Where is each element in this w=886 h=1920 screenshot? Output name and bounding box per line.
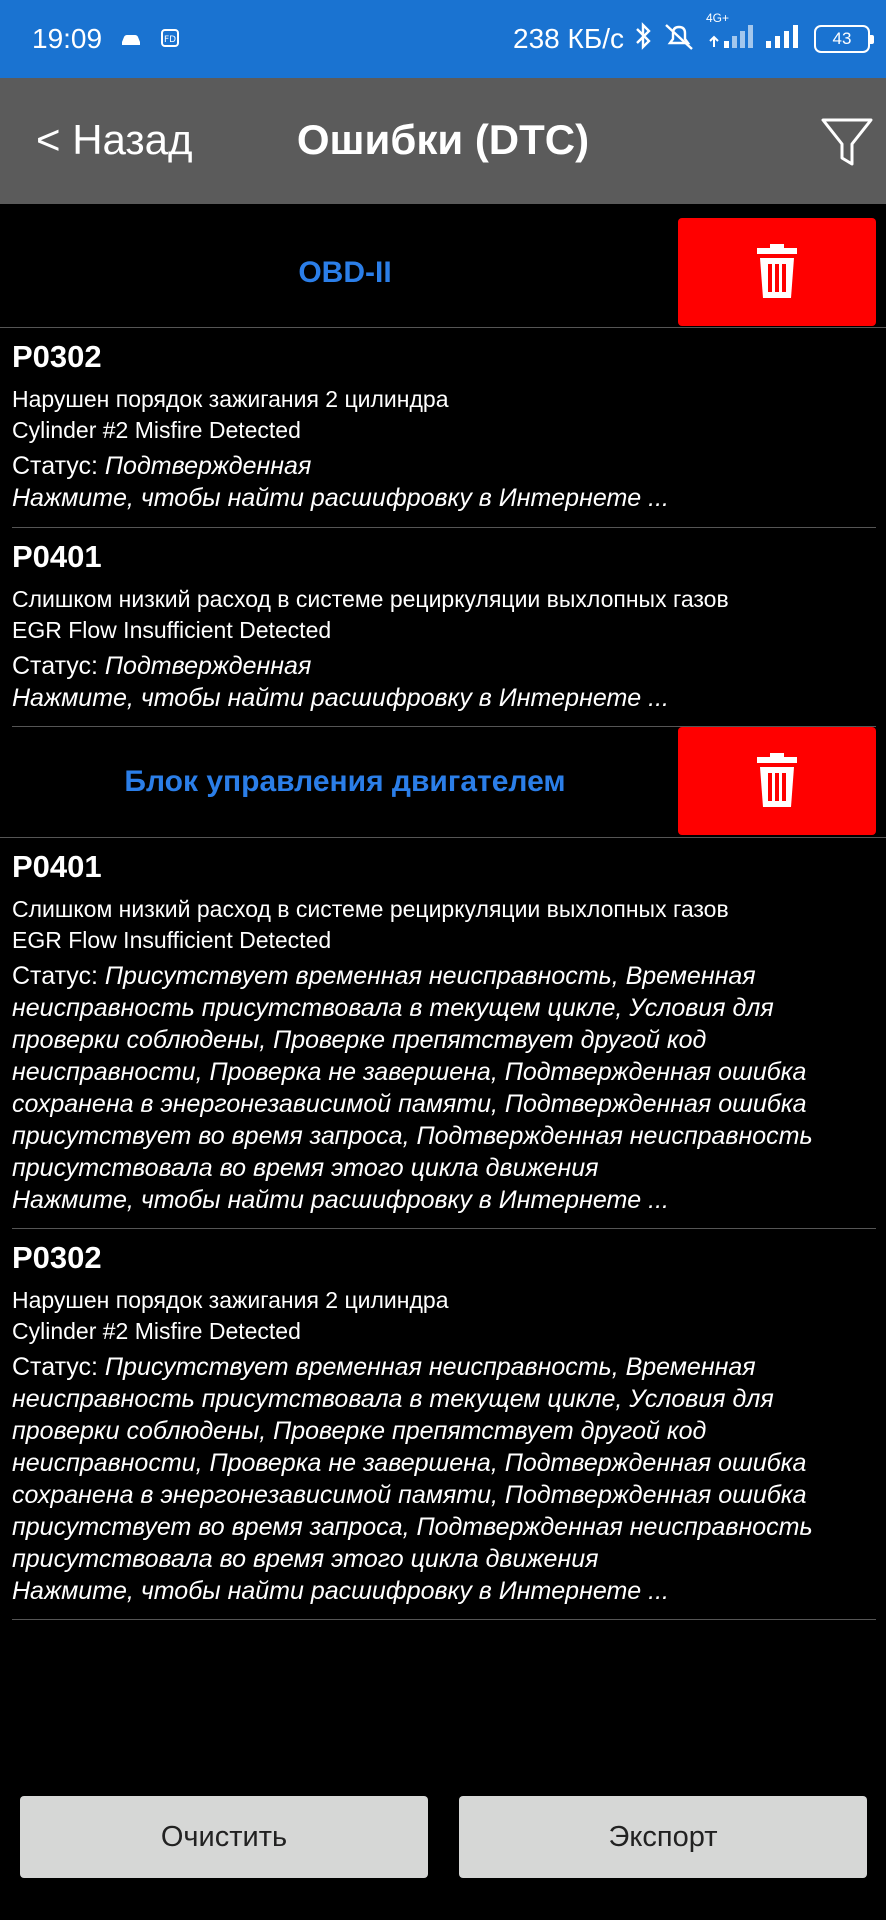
dtc-description-en: Cylinder #2 Misfire Detected bbox=[12, 1318, 301, 1344]
status-bar bbox=[0, 0, 886, 78]
dtc-item[interactable] bbox=[12, 328, 876, 528]
search-online-link[interactable]: Нажмите, чтобы найти расшифровку в Интернете ... bbox=[12, 684, 669, 712]
dtc-item[interactable] bbox=[12, 528, 876, 727]
app-notification-icon bbox=[160, 23, 180, 55]
search-online-link[interactable]: Нажмите, чтобы найти расшифровку в Интернете ... bbox=[12, 1577, 669, 1605]
dtc-status bbox=[12, 450, 876, 482]
status-time: 19:09 bbox=[32, 23, 103, 54]
title-bar bbox=[0, 78, 886, 204]
search-online-link[interactable]: Нажмите, чтобы найти расшифровку в Интернете ... bbox=[12, 484, 669, 512]
dtc-status bbox=[12, 650, 876, 682]
delete-group-button[interactable] bbox=[678, 218, 876, 326]
dtc-description-ru: Слишком низкий расход в системе рециркуляции выхлопных газов bbox=[12, 896, 729, 922]
dtc-item[interactable] bbox=[12, 1229, 876, 1620]
status-label: Статус: bbox=[12, 652, 105, 680]
trash-icon bbox=[755, 244, 799, 300]
search-online-link[interactable]: Нажмите, чтобы найти расшифровку в Интернете ... bbox=[12, 1186, 669, 1214]
trash-icon bbox=[755, 753, 799, 809]
filter-icon[interactable] bbox=[818, 114, 876, 172]
bottom-bar bbox=[0, 1796, 886, 1880]
dtc-code: P0302 bbox=[12, 339, 102, 374]
status-value: Присутствует временная неисправность, Временная неисправность присутствовала в текущем цикле, Условия для проверки соблюдены, Проверке препятствует другой код неисправности, Проверка не завершена, Подтвержденная ошибка сохранена в энергонезависимой памяти, Подтвержденная ошибка присутствует во время запроса, Подтвержденная неисправность присутствовала во время этого цикла движения bbox=[12, 1353, 813, 1573]
dtc-description-ru: Слишком низкий расход в системе рециркуляции выхлопных газов bbox=[12, 586, 729, 612]
delete-group-button[interactable] bbox=[678, 727, 876, 835]
export-button[interactable]: Экспорт bbox=[459, 1796, 867, 1878]
dtc-code: P0401 bbox=[12, 539, 102, 574]
net-speed: 238 КБ/с bbox=[513, 23, 624, 54]
status-value: Подтвержденная bbox=[104, 452, 312, 480]
group-header-obd2 bbox=[0, 204, 886, 328]
silent-mode-icon bbox=[662, 21, 696, 58]
dtc-item[interactable] bbox=[12, 838, 876, 1229]
signal-strength-icon bbox=[764, 23, 804, 56]
dtc-description-en: EGR Flow Insufficient Detected bbox=[12, 927, 332, 953]
network-type: 4G+ bbox=[706, 10, 730, 25]
dtc-code: P0302 bbox=[12, 1240, 102, 1275]
dtc-status bbox=[12, 1351, 876, 1575]
dtc-description-ru: Нарушен порядок зажигания 2 цилиндра bbox=[12, 386, 449, 412]
back-button[interactable]: < Назад bbox=[36, 116, 193, 163]
dtc-description-ru: Нарушен порядок зажигания 2 цилиндра bbox=[12, 1287, 449, 1313]
status-value: Подтвержденная bbox=[104, 652, 312, 680]
group-title: Блок управления двигателем bbox=[124, 765, 566, 798]
clear-button[interactable]: Очистить bbox=[20, 1796, 428, 1878]
car-notification-icon bbox=[120, 23, 142, 55]
battery-icon: 43 bbox=[814, 25, 870, 53]
page-title: Ошибки (DTC) bbox=[296, 116, 590, 163]
status-label: Статус: bbox=[12, 1353, 105, 1381]
bluetooth-icon bbox=[634, 21, 652, 58]
dtc-description-en: EGR Flow Insufficient Detected bbox=[12, 617, 332, 643]
dtc-list bbox=[0, 204, 886, 1620]
status-value: Присутствует временная неисправность, Временная неисправность присутствовала в текущем цикле, Условия для проверки соблюдены, Проверке препятствует другой код неисправности, Проверка не завершена, Подтвержденная ошибка сохранена в энергонезависимой памяти, Подтвержденная ошибка присутствует во время запроса, Подтвержденная неисправность присутствовала во время этого цикла движения bbox=[12, 962, 813, 1182]
dtc-status bbox=[12, 960, 876, 1184]
svg-text:FD: FD bbox=[164, 35, 177, 45]
status-label: Статус: bbox=[12, 962, 105, 990]
mobile-signal-icon bbox=[706, 10, 754, 56]
dtc-code: P0401 bbox=[12, 849, 102, 884]
status-label: Статус: bbox=[12, 452, 105, 480]
group-header-engine-ecu bbox=[0, 727, 886, 838]
group-title: OBD-II bbox=[298, 256, 392, 289]
dtc-description-en: Cylinder #2 Misfire Detected bbox=[12, 417, 301, 443]
